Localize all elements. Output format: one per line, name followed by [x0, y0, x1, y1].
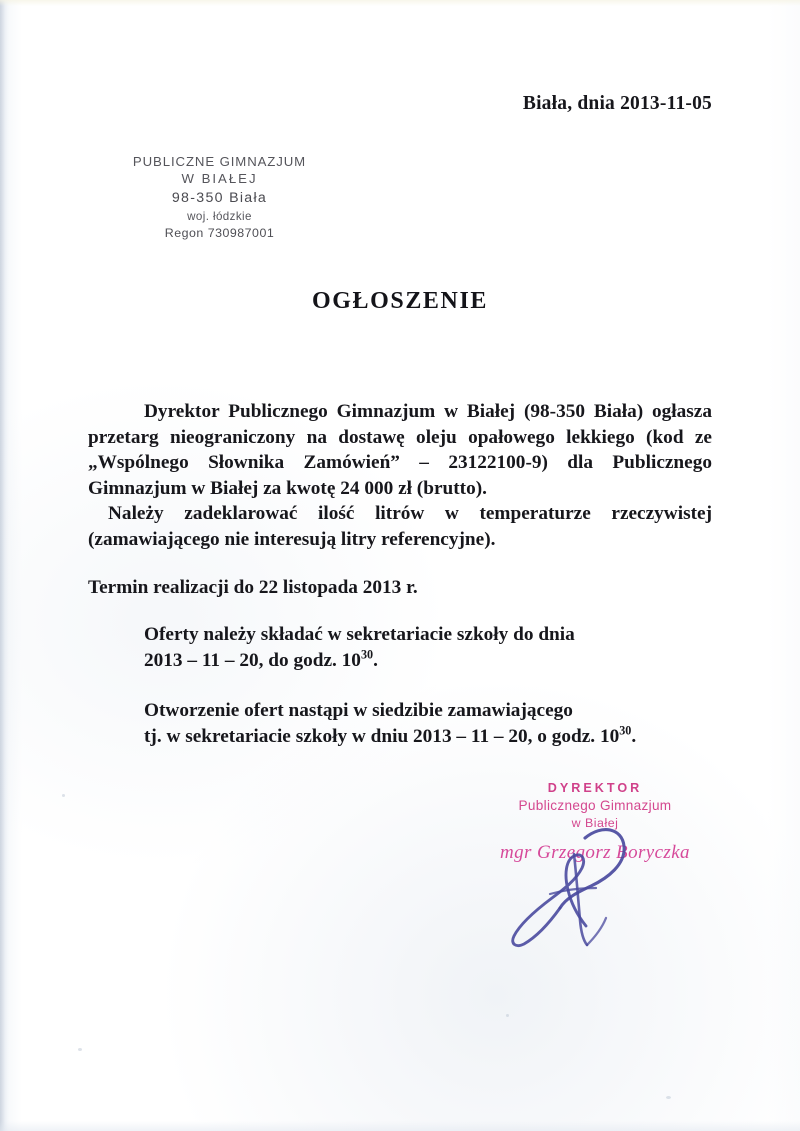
paper-speck — [62, 794, 65, 797]
offer-opening-datetime: tj. w sekretariacie szkoły w dniu 2013 – 11 – 20, o godz. 10 — [144, 725, 620, 747]
school-stamp — [112, 153, 327, 241]
offer-opening-main: Otworzenie ofert nastąpi w siedzibie zamawiającego — [144, 700, 573, 722]
paragraph-spacer — [88, 553, 712, 575]
director-stamp-name: mgr Grzegorz Boryczka — [500, 842, 690, 864]
offer-opening-minutes: 30 — [619, 723, 632, 738]
school-stamp-line-1: PUBLICZNE GIMNAZJUM — [132, 154, 307, 169]
page-edge-shadow-left — [0, 0, 9, 1131]
director-stamp-line-1: DYREKTOR — [547, 781, 643, 795]
page-edge-shadow-bottom — [0, 1121, 800, 1131]
offer-submission-period: . — [373, 649, 378, 671]
document-date: Biała, dnia 2013-11-05 — [522, 93, 712, 114]
school-stamp-line-2: W BIAŁEJ — [181, 171, 258, 187]
paper-speck — [666, 1096, 671, 1099]
school-stamp-line-5: Regon 730987001 — [164, 225, 275, 240]
director-stamp-line-3: w Białej — [571, 816, 619, 831]
offer-opening-tail — [88, 724, 712, 750]
paragraph-tender-announcement: Dyrektor Publicznego Gimnazjum w Białej (98-350 Biała) ogłasza przetarg nieograniczony na dostawę oleju opałowego lekkiego (kod ze „Wspólnego Słownika Zamówień” – 23122100-9) dla Publicznego Gimnazjum w Białej za kwotę 24 000 zł (brutto). — [88, 401, 712, 499]
page-title: OGŁOSZENIE — [311, 288, 489, 314]
signature-area — [470, 780, 720, 950]
offer-submission-datetime: 2013 – 11 – 20, do godz. 10 — [144, 649, 361, 671]
paragraph-liters-declaration: Należy zadeklarować ilość litrów w temperaturze rzeczywistej (zamawiającego nie interesują litry referencyjne). — [88, 503, 712, 550]
director-stamp-line-2: Publicznego Gimnazjum — [518, 798, 672, 814]
document-body — [88, 399, 712, 750]
paper-speck — [506, 1014, 509, 1017]
paragraph-spacer — [88, 673, 712, 698]
school-stamp-line-3: 98-350 Biała — [171, 189, 268, 206]
director-stamp — [470, 780, 720, 866]
paragraph-offer-opening — [88, 698, 712, 749]
offer-submission-main: Oferty należy składać w sekretariacie szkoły do dnia — [144, 624, 575, 646]
paragraph-realization-deadline: Termin realizacji do 22 listopada 2013 r. — [88, 576, 418, 598]
paper-speck — [78, 1048, 82, 1051]
paragraph-offer-submission — [88, 622, 712, 673]
page-edge-shadow-top — [0, 0, 800, 6]
paragraph-spacer — [88, 600, 712, 622]
offer-opening-period: . — [631, 725, 637, 747]
offer-submission-tail — [88, 648, 712, 674]
offer-submission-minutes: 30 — [360, 647, 374, 662]
school-stamp-line-4: woj. łódzkie — [187, 209, 252, 223]
